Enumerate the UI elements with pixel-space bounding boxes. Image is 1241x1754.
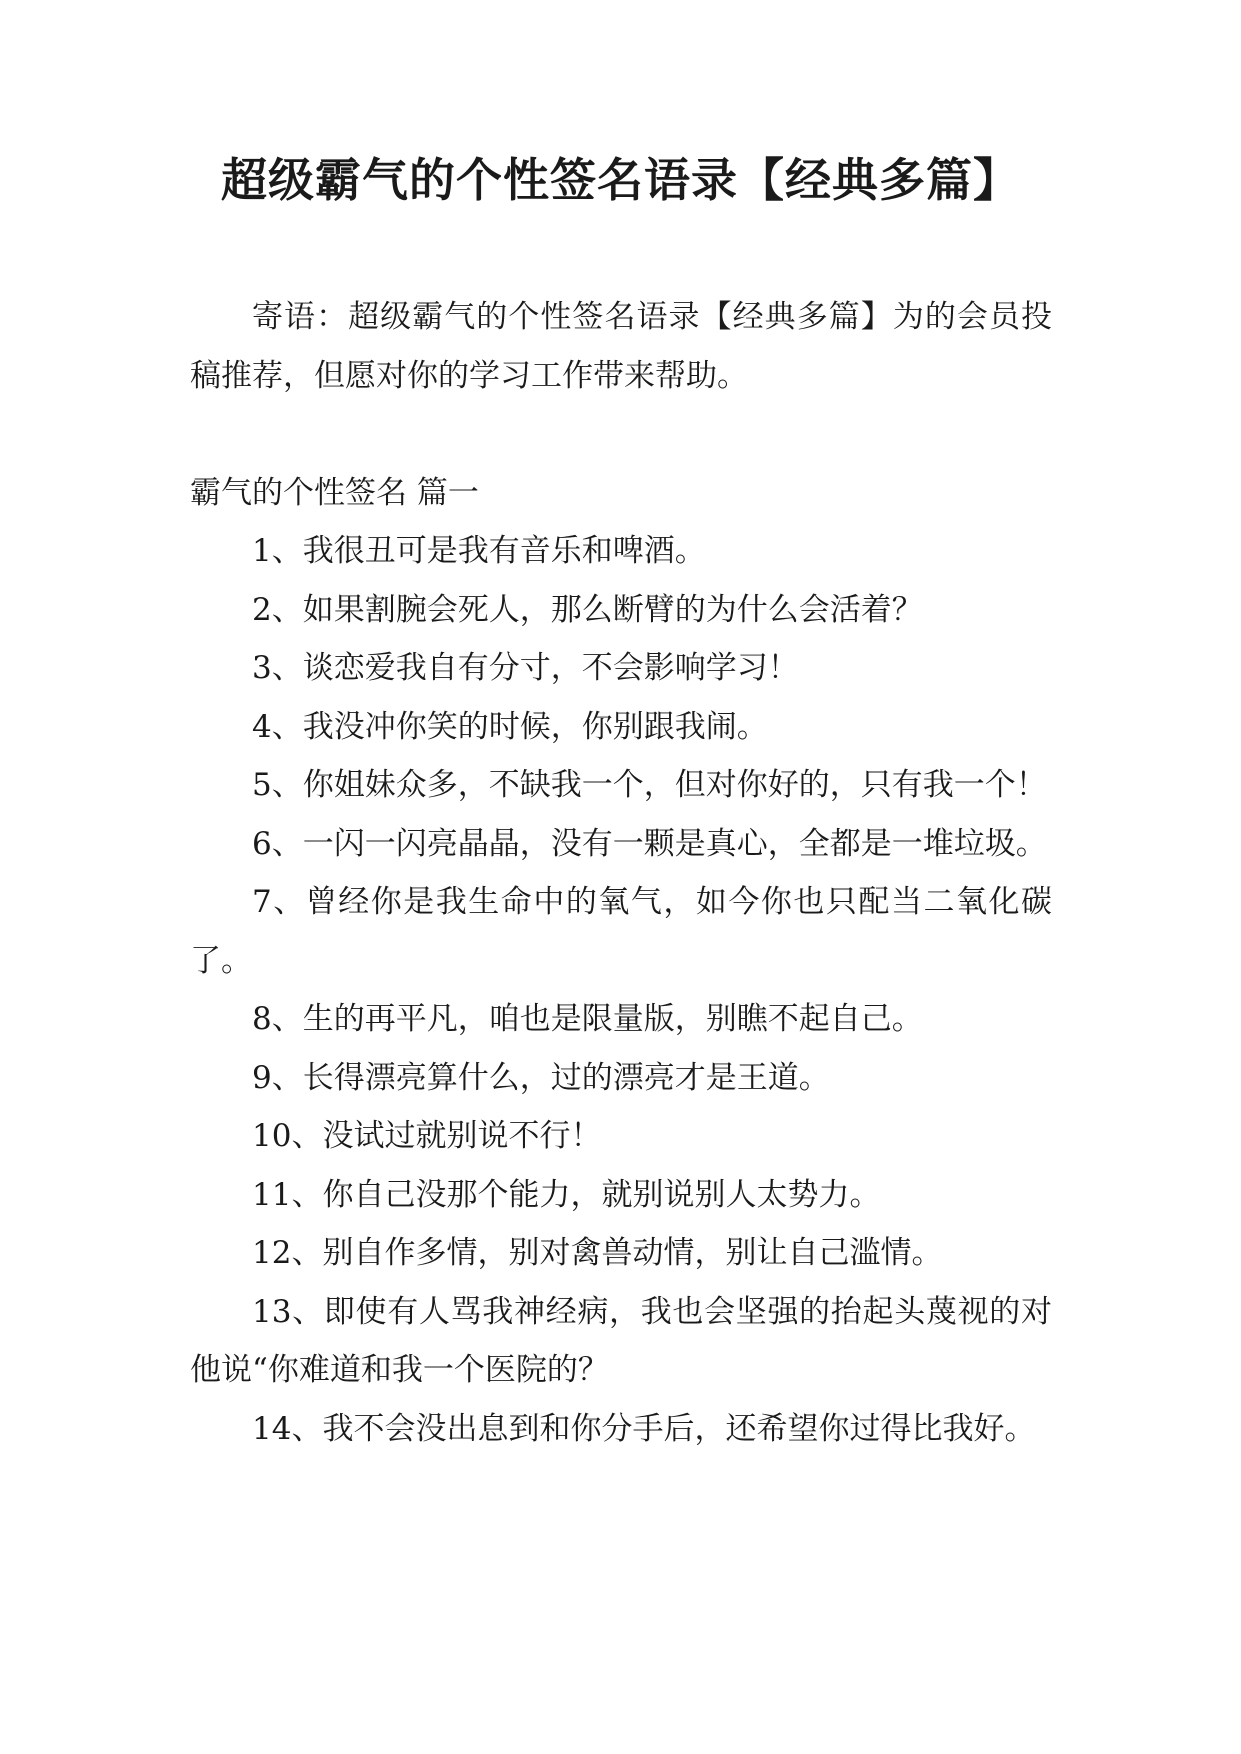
list-item: 2、如果割腕会死人，那么断臂的为什么会活着？ xyxy=(252,591,923,628)
intro-paragraph: 寄语：超级霸气的个性签名语录【经典多篇】为的会员投稿推荐，但愿对你的学习工作带来帮助。 xyxy=(190,299,1052,394)
list-item: 11、你自己没那个能力，就别说别人太势力。 xyxy=(252,1176,881,1213)
section-heading: 霸气的个性签名 篇一 xyxy=(190,474,479,511)
document-body xyxy=(190,288,1052,1458)
list-item: 12、别自作多情，别对禽兽动情，别让自己滥情。 xyxy=(252,1235,943,1271)
list-item: 1、我很丑可是我有音乐和啤酒。 xyxy=(252,533,706,569)
list-item: 3、谈恋爱我自有分寸，不会影响学习！ xyxy=(252,650,799,686)
list-item: 4、我没冲你笑的时候，你别跟我闹。 xyxy=(252,708,768,745)
list-item: 8、生的再平凡，咱也是限量版，别瞧不起自己。 xyxy=(252,1001,923,1037)
list-item: 14、我不会没出息到和你分手后，还希望你过得比我好。 xyxy=(252,1410,1036,1447)
list-item: 5、你姐妹众多，不缺我一个，但对你好的，只有我一个！ xyxy=(252,767,1047,803)
list-item: 7、曾经你是我生命中的氧气，如今你也只配当二氧化碳了。 xyxy=(190,884,1052,979)
document-title: 超级霸气的个性签名语录【经典多篇】 xyxy=(221,153,1020,207)
list-item: 6、一闪一闪亮晶晶，没有一颗是真心，全都是一堆垃圾。 xyxy=(252,825,1047,862)
list-item: 10、没试过就别说不行！ xyxy=(252,1118,602,1154)
list-item: 13、即使有人骂我神经病，我也会坚强的抬起头蔑视的对他说“你难道和我一个医院的？ xyxy=(190,1293,1052,1388)
list-item: 9、长得漂亮算什么，过的漂亮才是王道。 xyxy=(252,1059,830,1096)
